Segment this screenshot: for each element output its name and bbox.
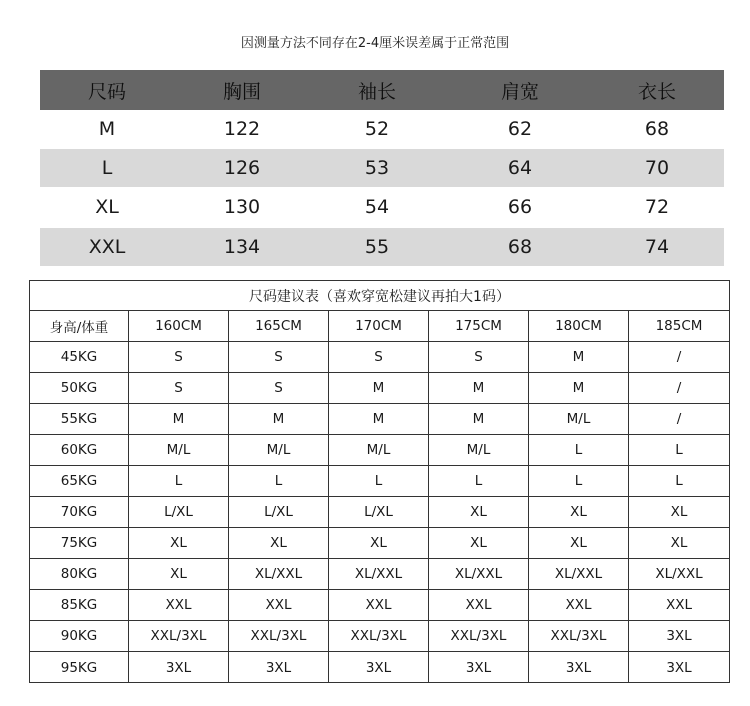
shoulder-cell: 64 — [507, 157, 533, 179]
size-suggestion-cell: XXL — [429, 590, 529, 620]
recommendation-row — [30, 435, 729, 466]
measurement-header-row — [40, 70, 724, 110]
size-suggestion-cell: XXL — [129, 590, 229, 620]
measurement-row — [40, 188, 724, 226]
size-suggestion-cell: XXL — [229, 590, 329, 620]
size-suggestion-cell: M — [429, 373, 529, 403]
size-suggestion-cell: L — [329, 466, 429, 496]
size-suggestion-cell: XL/XXL — [429, 559, 529, 589]
recommendation-row — [30, 559, 729, 590]
weight-cell: 90KG — [30, 621, 129, 651]
height-header-cell: 160CM — [129, 311, 229, 341]
header-chest: 胸围 — [222, 80, 261, 103]
size-suggestion-cell: L — [229, 466, 329, 496]
size-suggestion-cell: XL — [529, 528, 629, 558]
size-suggestion-cell: XL — [129, 559, 229, 589]
size-cell: XL — [95, 196, 119, 218]
chest-cell: 122 — [223, 118, 261, 140]
measurement-row — [40, 228, 724, 266]
weight-cell: 95KG — [30, 652, 129, 683]
size-suggestion-cell: XXL/3XL — [429, 621, 529, 651]
recommendation-title: 尺码建议表（喜欢穿宽松建议再拍大1码） — [30, 281, 729, 311]
shoulder-cell: 62 — [507, 118, 533, 140]
size-suggestion-cell: M/L — [129, 435, 229, 465]
weight-cell: 85KG — [30, 590, 129, 620]
size-suggestion-cell: XXL/3XL — [129, 621, 229, 651]
header-size: 尺码 — [87, 80, 126, 103]
header-shoulder: 肩宽 — [500, 80, 539, 103]
size-suggestion-cell: M — [529, 373, 629, 403]
recommendation-row — [30, 466, 729, 497]
size-suggestion-cell: XL — [429, 497, 529, 527]
size-suggestion-cell: 3XL — [529, 652, 629, 683]
height-header-cell: 180CM — [529, 311, 629, 341]
size-suggestion-cell: M — [129, 404, 229, 434]
size-suggestion-cell: M/L — [529, 404, 629, 434]
length-cell: 70 — [644, 157, 670, 179]
weight-cell: 50KG — [30, 373, 129, 403]
size-suggestion-cell: XXL — [529, 590, 629, 620]
weight-cell: 70KG — [30, 497, 129, 527]
size-suggestion-cell: L/XL — [329, 497, 429, 527]
weight-cell: 60KG — [30, 435, 129, 465]
height-header-cell: 185CM — [655, 318, 703, 334]
length-cell: 72 — [644, 196, 670, 218]
size-suggestion-cell: L — [675, 442, 683, 458]
recommendation-row — [30, 404, 729, 435]
sleeve-cell: 55 — [364, 236, 390, 258]
size-suggestion-cell: L — [529, 435, 629, 465]
recommendation-row — [30, 342, 729, 373]
size-suggestion-cell: XL/XXL — [529, 559, 629, 589]
measurement-row — [40, 149, 724, 187]
recommendation-row — [30, 621, 729, 652]
size-suggestion-cell: / — [676, 380, 682, 396]
size-suggestion-cell: XL — [129, 528, 229, 558]
size-suggestion-cell: M — [329, 404, 429, 434]
size-suggestion-cell: 3XL — [666, 659, 692, 676]
size-suggestion-cell: L/XL — [129, 497, 229, 527]
size-suggestion-cell: S — [229, 373, 329, 403]
chest-cell: 130 — [223, 196, 261, 218]
height-weight-header: 身高/体重 — [30, 311, 129, 341]
chest-cell: 134 — [223, 236, 261, 258]
measurement-note: 因测量方法不同存在2-4厘米误差属于正常范围 — [240, 36, 510, 51]
size-suggestion-cell: 3XL — [329, 652, 429, 683]
size-suggestion-cell: M — [329, 373, 429, 403]
size-suggestion-cell: 3XL — [666, 628, 692, 644]
size-suggestion-cell: S — [229, 342, 329, 372]
weight-cell: 45KG — [30, 342, 129, 372]
size-suggestion-cell: M/L — [329, 435, 429, 465]
recommendation-row — [30, 652, 729, 683]
recommendation-row — [30, 373, 729, 404]
weight-cell: 55KG — [30, 404, 129, 434]
size-suggestion-cell: M — [429, 404, 529, 434]
size-suggestion-cell: XXL/3XL — [529, 621, 629, 651]
size-suggestion-cell: / — [676, 411, 682, 427]
sleeve-cell: 54 — [364, 196, 390, 218]
size-suggestion-cell: M/L — [229, 435, 329, 465]
size-suggestion-cell: 3XL — [229, 652, 329, 683]
size-suggestion-cell: XL/XXL — [329, 559, 429, 589]
recommendation-row — [30, 497, 729, 528]
recommendation-row — [30, 590, 729, 621]
size-suggestion-cell: L/XL — [229, 497, 329, 527]
size-suggestion-cell: S — [329, 342, 429, 372]
size-suggestion-cell: XXL/3XL — [229, 621, 329, 651]
recommendation-row — [30, 528, 729, 559]
size-suggestion-cell: S — [129, 373, 229, 403]
weight-cell: 75KG — [30, 528, 129, 558]
size-suggestion-cell: XL — [429, 528, 529, 558]
size-suggestion-cell: XL — [329, 528, 429, 558]
shoulder-cell: 66 — [507, 196, 533, 218]
weight-cell: 80KG — [30, 559, 129, 589]
size-suggestion-cell: L — [529, 466, 629, 496]
size-suggestion-cell: XL — [529, 497, 629, 527]
size-suggestion-cell: M — [229, 404, 329, 434]
size-suggestion-cell: XL — [670, 535, 688, 551]
chest-cell: 126 — [223, 157, 261, 179]
size-suggestion-cell: XL/XXL — [229, 559, 329, 589]
weight-cell: 65KG — [30, 466, 129, 496]
size-suggestion-cell: XXL — [329, 590, 429, 620]
length-cell: 74 — [644, 236, 670, 258]
size-suggestion-cell: 3XL — [129, 652, 229, 683]
size-suggestion-cell: L — [675, 473, 683, 489]
size-suggestion-cell: M/L — [429, 435, 529, 465]
length-cell: 68 — [644, 118, 670, 140]
size-suggestion-cell: M — [529, 342, 629, 372]
height-header-cell: 165CM — [229, 311, 329, 341]
size-suggestion-cell: XL/XXL — [655, 566, 703, 582]
size-suggestion-cell: S — [429, 342, 529, 372]
size-suggestion-cell: XL — [229, 528, 329, 558]
size-suggestion-cell: XL — [670, 504, 688, 520]
size-recommendation-table — [29, 280, 730, 683]
sleeve-cell: 52 — [364, 118, 390, 140]
size-suggestion-cell: XXL — [665, 597, 693, 613]
sleeve-cell: 53 — [364, 157, 390, 179]
height-header-cell: 175CM — [429, 311, 529, 341]
shoulder-cell: 68 — [507, 236, 533, 258]
recommendation-header-row — [30, 311, 729, 342]
measurement-row — [40, 110, 724, 148]
size-suggestion-cell: L — [429, 466, 529, 496]
height-header-cell: 170CM — [329, 311, 429, 341]
size-cell: XXL — [88, 236, 126, 258]
header-length: 衣长 — [637, 80, 676, 103]
size-suggestion-cell: XXL/3XL — [329, 621, 429, 651]
size-suggestion-cell: 3XL — [429, 652, 529, 683]
size-suggestion-cell: L — [129, 466, 229, 496]
size-cell: L — [101, 157, 113, 179]
size-cell: M — [98, 118, 116, 140]
size-suggestion-cell: S — [129, 342, 229, 372]
size-suggestion-cell: / — [676, 349, 682, 365]
header-sleeve: 袖长 — [357, 80, 396, 103]
